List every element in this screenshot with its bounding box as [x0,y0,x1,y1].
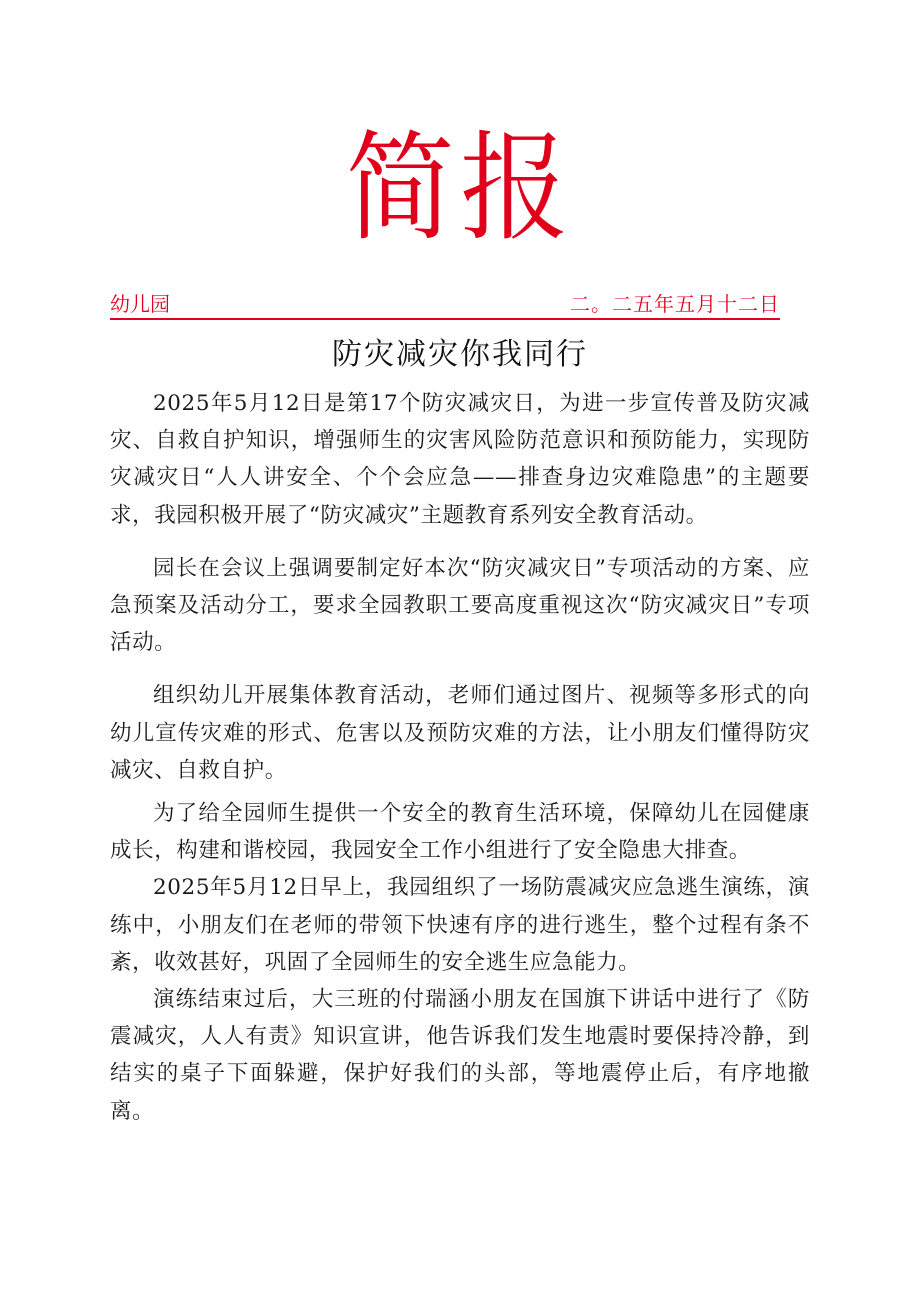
masthead-title: 简报 [345,119,575,257]
info-bar [110,290,780,320]
article-headline: 防灾减灾你我同行 [332,337,588,372]
issue-date: 二。二五年五月十二日 [570,292,780,316]
paragraph-drill: 2025年5月12日早上，我园组织了一场防震减灾应急逃生演练，演练中，小朋友们在老师的带领下快速有序的进行逃生，整个过程有条不紊，收效甚好，巩固了全园师生的安全逃生应急能力。 [110,875,810,975]
paragraph-meeting: 园长在会议上强调要制定好本次“防灾减灾日”专项活动的方案、应急预案及活动分工，要求全园教职工要高度重视这次“防灾减灾日”专项活动。 [110,555,810,656]
paragraph-education: 组织幼儿开展集体教育活动，老师们通过图片、视频等多形式的向幼儿宣传灾难的形式、危害以及预防灾难的方法，让小朋友们懂得防灾减灾、自救自护。 [110,683,810,783]
paragraph-speech: 演练结束过后，大三班的付瑞涵小朋友在国旗下讲话中进行了《防震减灾，人人有责》知识宣讲，他告诉我们发生地震时要保持冷静，到结实的桌子下面躲避，保护好我们的头部，等地震停止后，有序地撤离。 [110,987,810,1124]
organization-name: 幼儿园 [110,292,170,316]
article-body [110,385,810,1130]
paragraph-intro: 2025年5月12日是第17个防灾减灾日，为进一步宣传普及防灾减灾、自救自护知识，增强师生的灾害风险防范意识和预防能力，实现防灾减灾日“人人讲安全、个个会应急——排查身边灾难隐患”的主题要求，我园积极开展了“防灾减灾”主题教育系列安全教育活动。 [110,391,810,528]
paragraph-inspection: 为了给全园师生提供一个安全的教育生活环境，保障幼儿在园健康成长，构建和谐校园，我园安全工作小组进行了安全隐患大排查。 [110,801,810,864]
